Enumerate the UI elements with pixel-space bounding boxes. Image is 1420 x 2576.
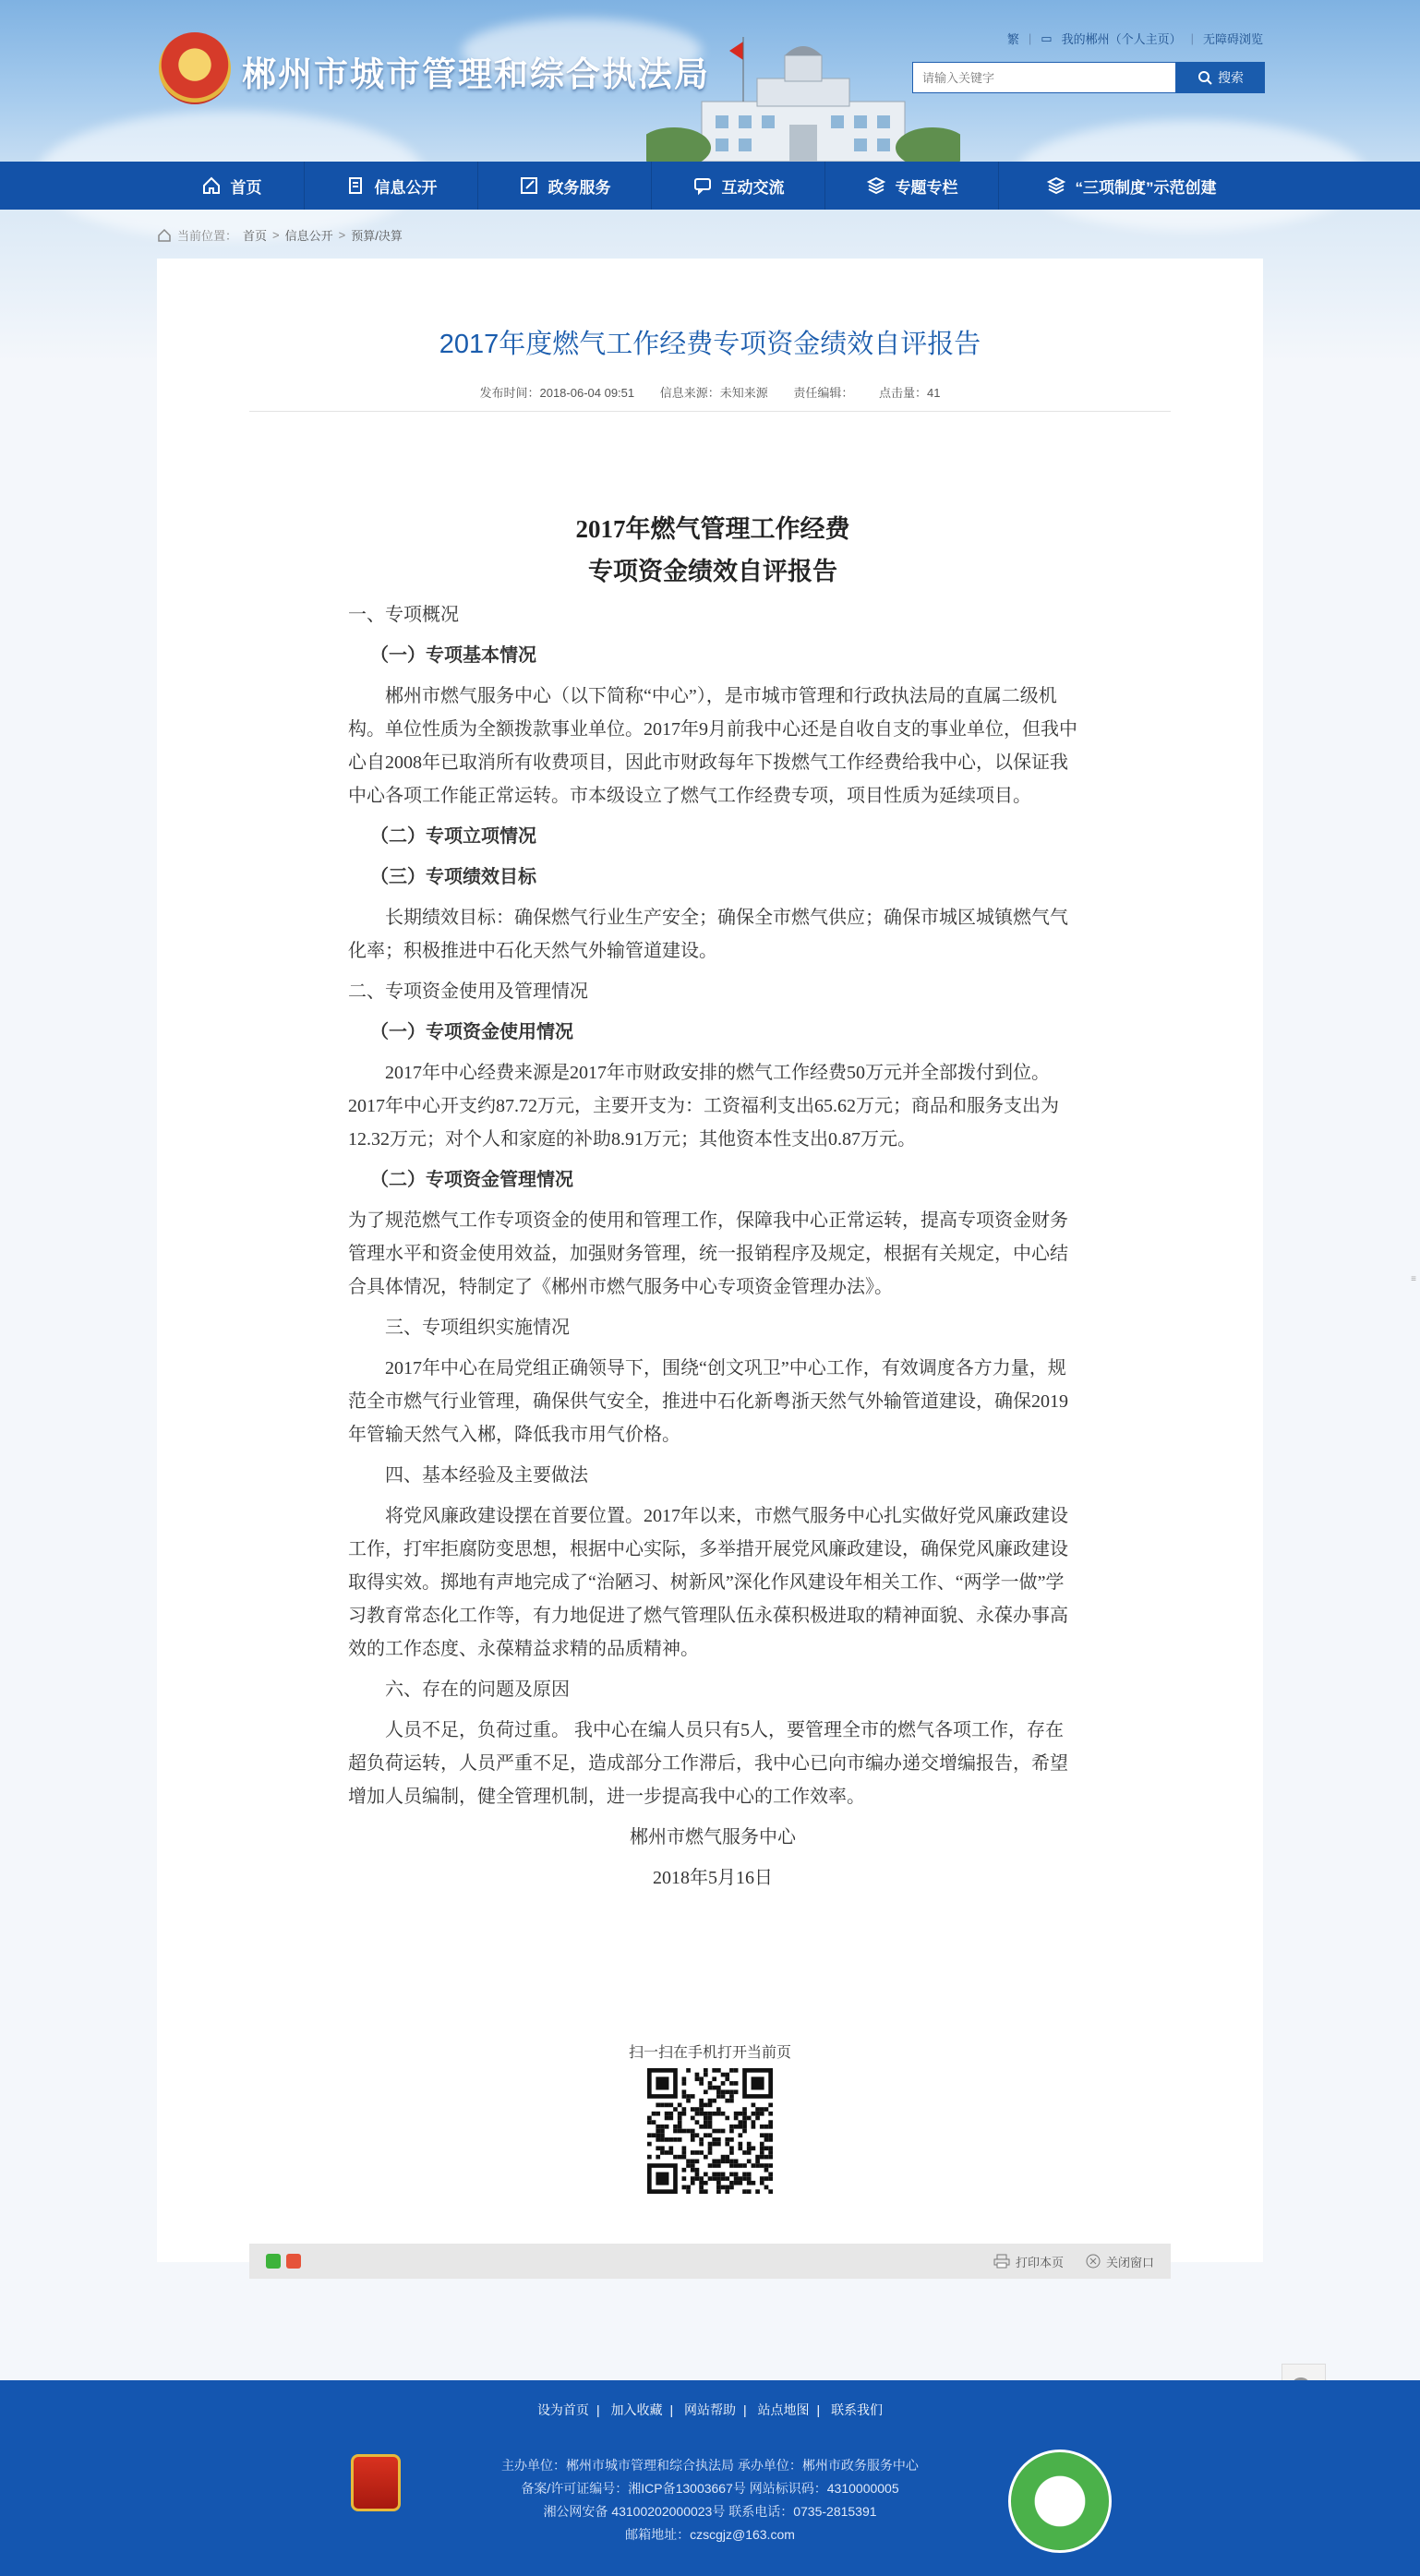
breadcrumb-prefix: 当前位置： — [177, 229, 238, 243]
publish-time: 发布时间：2018-06-04 09:51 — [479, 386, 635, 400]
article-paragraph: （一）专项基本情况 — [370, 645, 536, 666]
article-paragraphs — [348, 598, 1077, 1895]
layers-icon — [1046, 175, 1066, 196]
weibo-share-icon[interactable] — [286, 2254, 301, 2269]
traditional-chinese-link[interactable]: 繁 — [1006, 32, 1019, 46]
breadcrumb-home[interactable]: 首页 — [243, 229, 268, 243]
info-source: 信息来源：未知来源 — [659, 386, 768, 400]
article-toolbar — [249, 2244, 1171, 2279]
scrollbar-handle[interactable]: ≡ — [1411, 1274, 1416, 1284]
footer-sponsor: 主办单位：郴州市城市管理和综合执法局 承办单位：郴州市政务服务中心 — [501, 2458, 919, 2473]
search-button[interactable] — [1176, 62, 1265, 93]
footer-link-favorite[interactable]: 加入收藏 — [610, 2402, 663, 2417]
close-window-button[interactable]: 关闭窗口 — [1086, 2253, 1154, 2270]
nav-item-special-topics[interactable]: 专题专栏 — [825, 162, 999, 210]
wechat-share-icon[interactable] — [266, 2254, 281, 2269]
close-icon — [1086, 2254, 1101, 2269]
top-links: 繁 | ▭ 我的郴州（个人主页） | 无障碍浏览 — [1006, 30, 1263, 46]
doc-title-line2: 专项资金绩效自评报告 — [588, 558, 837, 585]
article-paragraph: 一、专项概况 — [348, 605, 459, 625]
article-paragraph: 为了规范燃气工作专项资金的使用和管理工作，保障我中心正常运转，提高专项资金财务管理水平和资金使用效益，加强财务管理，统一报销程序及规定，根据有关规定，中心结合具体情况，特制定了《郴州市燃气服务中心专项资金管理办法》。 — [348, 1210, 1068, 1297]
article-paragraph: 人员不足，负荷过重。 我中心在编人员只有5人，要管理全市的燃气各项工作，存在超负荷运转，人员严重不足，造成部分工作滞后，我中心已向市编办递交增编报告，希望增加人员编制，健全管理机制，进一步提高我中心的工作效率。 — [348, 1720, 1068, 1807]
national-emblem-icon — [159, 32, 231, 104]
chat-icon — [692, 175, 713, 196]
site-title: 郴州市城市管理和综合执法局 — [242, 55, 710, 93]
article-paragraph: （一）专项资金使用情况 — [370, 1022, 573, 1042]
qr-label: 扫一扫在手机打开当前页 — [628, 2045, 791, 2061]
article-paragraph: 长期绩效目标：确保燃气行业生产安全；确保全市燃气供应；确保市城区城镇燃气气化率；积极推进中石化天然气外输管道建设。 — [348, 908, 1068, 961]
footer-link-help[interactable]: 网站帮助 — [684, 2402, 736, 2417]
city-hall-building-illustration — [646, 37, 960, 162]
site-header — [0, 0, 1420, 162]
article-paragraph: 郴州市燃气服务中心（以下简称“中心”），是市城市管理和行政执法局的直属二级机构。单位性质为全额拨款事业单位。2017年9月前我中心还是自收自支的事业单位，但我中心自2008年已取消所有收费项目，因此市财政每年下拨燃气工作经费给我中心，以保证我中心各项工作能正常运转。市本级设立了燃气工作经费专项，项目性质为延续项目。 — [348, 686, 1077, 806]
footer-links: 设为首页 | 加入收藏 | 网站帮助 | 站点地图 | 联系我们 — [536, 2402, 884, 2417]
qr-code-image — [647, 2068, 773, 2194]
article-meta — [157, 383, 1263, 401]
footer-email: 邮箱地址：czscgjz@163.com — [625, 2527, 795, 2542]
layers-icon — [866, 175, 886, 196]
print-button[interactable]: 打印本页 — [993, 2253, 1064, 2270]
document-icon — [345, 175, 366, 196]
article-paragraph: 2018年5月16日 — [653, 1868, 773, 1888]
search-icon — [1197, 70, 1212, 85]
nav-item-interaction[interactable]: 互动交流 — [652, 162, 825, 210]
footer-info — [0, 2454, 1420, 2546]
breadcrumb-info[interactable]: 信息公开 — [284, 229, 333, 243]
monitor-icon: ▭ — [1041, 30, 1053, 45]
article-paragraph: （二）专项立项情况 — [370, 826, 536, 847]
search-input[interactable] — [912, 62, 1176, 93]
article-title: 2017年度燃气工作经费专项资金绩效自评报告 — [439, 330, 981, 359]
editor: 责任编辑： — [793, 386, 854, 400]
article-paragraph: 2017年中心经费来源是2017年市财政安排的燃气工作经费50万元并全部拨付到位。2017年中心开支约87.72万元，主要开支为：工资福利支出65.62万元；商品和服务支出为12.32万元；对个人和家庭的补助8.91万元；其他资本性支出0.87万元。 — [348, 1063, 1059, 1150]
article-paragraph: （三）专项绩效目标 — [370, 867, 536, 887]
article-paragraph: 将党风廉政建设摆在首要位置。2017年以来，市燃气服务中心扎实做好党风廉政建设工作，打牢拒腐防变思想，根据中心实际，多举措开展党风廉政建设，确保党风廉政建设取得实效。掷地有声地完成了“治陋习、树新风”深化作风建设年相关工作、“两学一做”学习教育常态化工作等，有力地促进了燃气管理队伍永葆积极进取的精神面貌、永葆办事高效的工作态度、永葆精益求精的品质精神。 — [348, 1506, 1068, 1659]
footer-link-sitemap[interactable]: 站点地图 — [757, 2402, 810, 2417]
printer-icon — [993, 2254, 1010, 2269]
article-paragraph: （二）专项资金管理情况 — [370, 1170, 573, 1190]
title-divider — [249, 411, 1171, 412]
home-icon — [201, 175, 222, 196]
article-paragraph: 六、存在的问题及原因 — [385, 1679, 570, 1700]
article-body — [348, 508, 1077, 1902]
my-chenzhou-link[interactable]: 我的郴州（个人主页） — [1061, 32, 1182, 46]
search-button-label: 搜索 — [1218, 70, 1244, 85]
main-nav — [0, 162, 1420, 210]
article-container — [157, 259, 1263, 2269]
civilized-city-badge-icon[interactable] — [1008, 2450, 1112, 2553]
nav-item-info-disclosure[interactable]: 信息公开 — [305, 162, 478, 210]
nav-item-three-systems[interactable]: “三项制度”示范创建 — [999, 162, 1263, 210]
nav-item-gov-services[interactable]: 政务服务 — [478, 162, 652, 210]
home-icon — [157, 228, 172, 243]
article-paragraph: 二、专项资金使用及管理情况 — [348, 981, 588, 1002]
article-paragraph: 2017年中心在局党组正确领导下，围绕“创文巩卫”中心工作，有效调度各方力量，规范全市燃气行业管理，确保供气安全，推进中石化新粤浙天然气外输管道建设，确保2019年管输天然气入郴，降低我市用气价格。 — [348, 1358, 1068, 1445]
breadcrumb-budget[interactable]: 预算/决算 — [351, 229, 403, 243]
edit-icon — [519, 175, 539, 196]
breadcrumb: 当前位置： 首页 > 信息公开 > 预算/决算 — [157, 226, 403, 244]
hit-count: 点击量：41 — [879, 386, 941, 400]
nav-item-home[interactable]: 首页 — [159, 162, 305, 210]
article-paragraph: 四、基本经验及主要做法 — [385, 1465, 588, 1486]
footer-icp: 备案/许可证编号：湘ICP备13003667号 网站标识码：4310000005 — [521, 2481, 899, 2496]
site-footer — [0, 2380, 1420, 2576]
footer-link-contact[interactable]: 联系我们 — [831, 2402, 884, 2417]
accessibility-link[interactable]: 无障碍浏览 — [1202, 32, 1263, 46]
article-paragraph: 郴州市燃气服务中心 — [630, 1827, 796, 1848]
search-bar — [912, 62, 1265, 93]
article-paragraph: 三、专项组织实施情况 — [385, 1318, 570, 1338]
footer-link-set-home[interactable]: 设为首页 — [536, 2402, 589, 2417]
doc-title-line1: 2017年燃气管理工作经费 — [575, 515, 850, 543]
footer-police-record: 湘公网安备 43100202000023号 联系电话：0735-2815391 — [543, 2504, 877, 2519]
